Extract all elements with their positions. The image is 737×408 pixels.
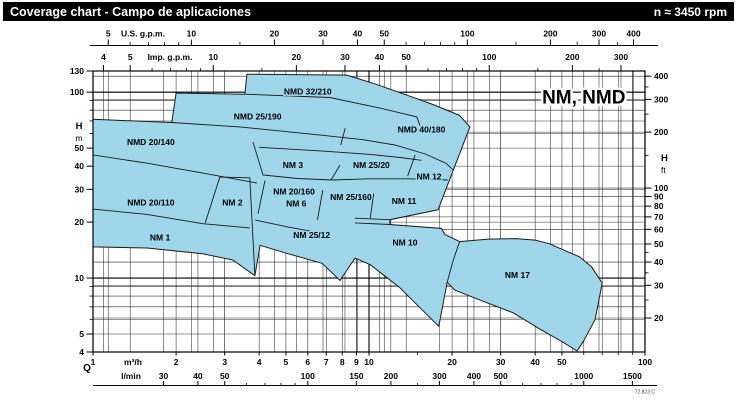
axis-tick-label: 300 bbox=[432, 371, 447, 381]
axis-tick-label: 50 bbox=[379, 28, 389, 39]
axis-tick-label: 400 bbox=[654, 71, 669, 82]
chart-series-title: NM, NMD bbox=[542, 87, 626, 109]
axis-tick-label: 20 bbox=[269, 28, 280, 39]
axis-tick-label: 9 bbox=[354, 357, 359, 367]
region-label-nm-17: NM 17 bbox=[504, 269, 530, 280]
axis-label-h-right: H bbox=[661, 153, 668, 164]
axis-tick-label: 3 bbox=[222, 357, 228, 367]
axis-tick-label: 200 bbox=[383, 371, 398, 381]
header-bar bbox=[3, 2, 734, 21]
region-label-nm-25-20: NM 25/20 bbox=[352, 160, 390, 171]
axis-tick-label: 5 bbox=[127, 52, 133, 62]
axis-tick-label: 10 bbox=[74, 273, 84, 284]
coverage-chart bbox=[0, 22, 737, 408]
axis-label-q: Q bbox=[83, 363, 91, 374]
axis-tick-label: 100 bbox=[637, 357, 653, 367]
axis-tick-label: 60 bbox=[654, 224, 664, 235]
axis-tick-label: 80 bbox=[654, 201, 664, 212]
axis-tick-label: 4 bbox=[79, 347, 84, 357]
axis-tick-label: 300 bbox=[613, 52, 629, 62]
axis-tick-label: 5 bbox=[105, 28, 111, 39]
axis-unit-m3h: m³/h bbox=[124, 357, 142, 367]
region-label-nmd-20-140: NMD 20/140 bbox=[126, 136, 175, 147]
axis-tick-label: 7 bbox=[323, 357, 329, 367]
axis-tick-label: 30 bbox=[654, 280, 664, 291]
axis-tick-label: 4 bbox=[101, 52, 106, 62]
region-label-nmd-25-190: NMD 25/190 bbox=[233, 111, 282, 122]
axis-tick-label: 40 bbox=[654, 257, 664, 268]
axis-tick-label: 20 bbox=[654, 312, 664, 323]
region-label-nmd-32-210: NMD 32/210 bbox=[283, 86, 332, 97]
region-label-nm-3: NM 3 bbox=[282, 160, 304, 171]
axis-tick-label: 40 bbox=[193, 371, 203, 381]
axis-tick-label: 40 bbox=[374, 52, 385, 62]
axis-unit-imp-gpm: Imp. g.p.m. bbox=[147, 52, 193, 62]
axis-tick-label: 10 bbox=[364, 357, 374, 367]
axis-tick-label: 100 bbox=[69, 87, 84, 98]
axis-tick-label: 200 bbox=[654, 127, 669, 138]
axis-tick-label: 50 bbox=[557, 357, 567, 367]
axis-label-h-left: H bbox=[75, 121, 83, 132]
axis-tick-label: 1 bbox=[90, 357, 96, 367]
axis-tick-label: 5 bbox=[79, 328, 84, 339]
axis-tick-label: 30 bbox=[318, 28, 328, 39]
region-label-nm-12: NM 12 bbox=[416, 171, 442, 182]
axis-tick-label: 40 bbox=[530, 357, 540, 367]
axis-tick-label: 2 bbox=[173, 357, 179, 367]
axis-unit-m: m bbox=[75, 133, 83, 143]
axis-tick-label: 10 bbox=[208, 52, 219, 62]
region-label-nm-20-160: NM 20/160 bbox=[273, 186, 315, 197]
region-label-nm-25-160: NM 25/160 bbox=[330, 191, 372, 202]
axis-tick-label: 40 bbox=[352, 28, 363, 39]
axis-tick-label: 30 bbox=[158, 371, 169, 381]
region-label-nm-6: NM 6 bbox=[286, 198, 307, 209]
axis-tick-label: 130 bbox=[69, 66, 84, 76]
axis-tick-label: 70 bbox=[654, 211, 664, 222]
axis-tick-label: 8 bbox=[339, 357, 345, 367]
axis-tick-label: 400 bbox=[466, 371, 482, 381]
axis-tick-label: 10 bbox=[186, 28, 197, 39]
axis-tick-label: 200 bbox=[543, 28, 558, 39]
axis-tick-label: 400 bbox=[626, 28, 641, 39]
header-speed-label: n ≈ 3450 rpm bbox=[653, 4, 727, 19]
axis-tick-label: 500 bbox=[493, 371, 508, 381]
axis-tick-label: 100 bbox=[300, 371, 315, 381]
axis-tick-label: 30 bbox=[340, 52, 350, 62]
region-label-nm-25-12: NM 25/12 bbox=[293, 230, 331, 241]
axis-tick-label: 50 bbox=[401, 52, 411, 62]
axis-tick-label: 100 bbox=[482, 52, 497, 62]
axis-tick-label: 20 bbox=[447, 357, 457, 367]
axis-unit-lmin: l/min bbox=[121, 371, 141, 381]
region-label-nmd-20-110: NMD 20/110 bbox=[127, 197, 175, 208]
axis-unit-us-gpm: U.S. g.p.m. bbox=[121, 28, 165, 39]
axis-tick-label: 40 bbox=[74, 161, 84, 172]
axis-unit-ft: ft bbox=[661, 165, 666, 175]
axis-tick-label: 1000 bbox=[574, 371, 594, 381]
region-label-nm-2: NM 2 bbox=[222, 197, 243, 208]
axis-tick-label: 20 bbox=[74, 217, 84, 228]
axis-tick-label: 300 bbox=[654, 94, 669, 105]
axis-tick-label: 100 bbox=[654, 183, 669, 194]
axis-tick-label: 30 bbox=[495, 357, 506, 367]
region-label-nm-11: NM 11 bbox=[391, 195, 417, 206]
axis-tick-label: 1500 bbox=[622, 371, 642, 381]
axis-tick-label: 300 bbox=[591, 28, 607, 39]
axis-tick-label: 5 bbox=[283, 357, 289, 367]
axis-tick-label: 90 bbox=[654, 191, 664, 202]
axis-tick-label: 50 bbox=[654, 239, 664, 250]
axis-tick-label: 6 bbox=[305, 357, 311, 367]
chart-code: 72.823 C bbox=[634, 389, 655, 396]
axis-tick-label: 200 bbox=[565, 52, 580, 62]
region-label-nmd-40-180: NMD 40/180 bbox=[397, 124, 446, 135]
axis-tick-label: 30 bbox=[74, 184, 84, 195]
axis-tick-label: 50 bbox=[219, 371, 230, 381]
header-title: Coverage chart - Campo de aplicaciones bbox=[10, 4, 252, 19]
axis-tick-label: 50 bbox=[74, 143, 84, 154]
axis-tick-label: 4 bbox=[256, 357, 262, 367]
region-label-nm-1: NM 1 bbox=[149, 232, 171, 243]
axis-tick-label: 150 bbox=[349, 371, 364, 381]
axis-tick-label: 100 bbox=[460, 28, 475, 39]
region-label-nm-10: NM 10 bbox=[392, 237, 418, 248]
axis-tick-label: 20 bbox=[291, 52, 302, 62]
